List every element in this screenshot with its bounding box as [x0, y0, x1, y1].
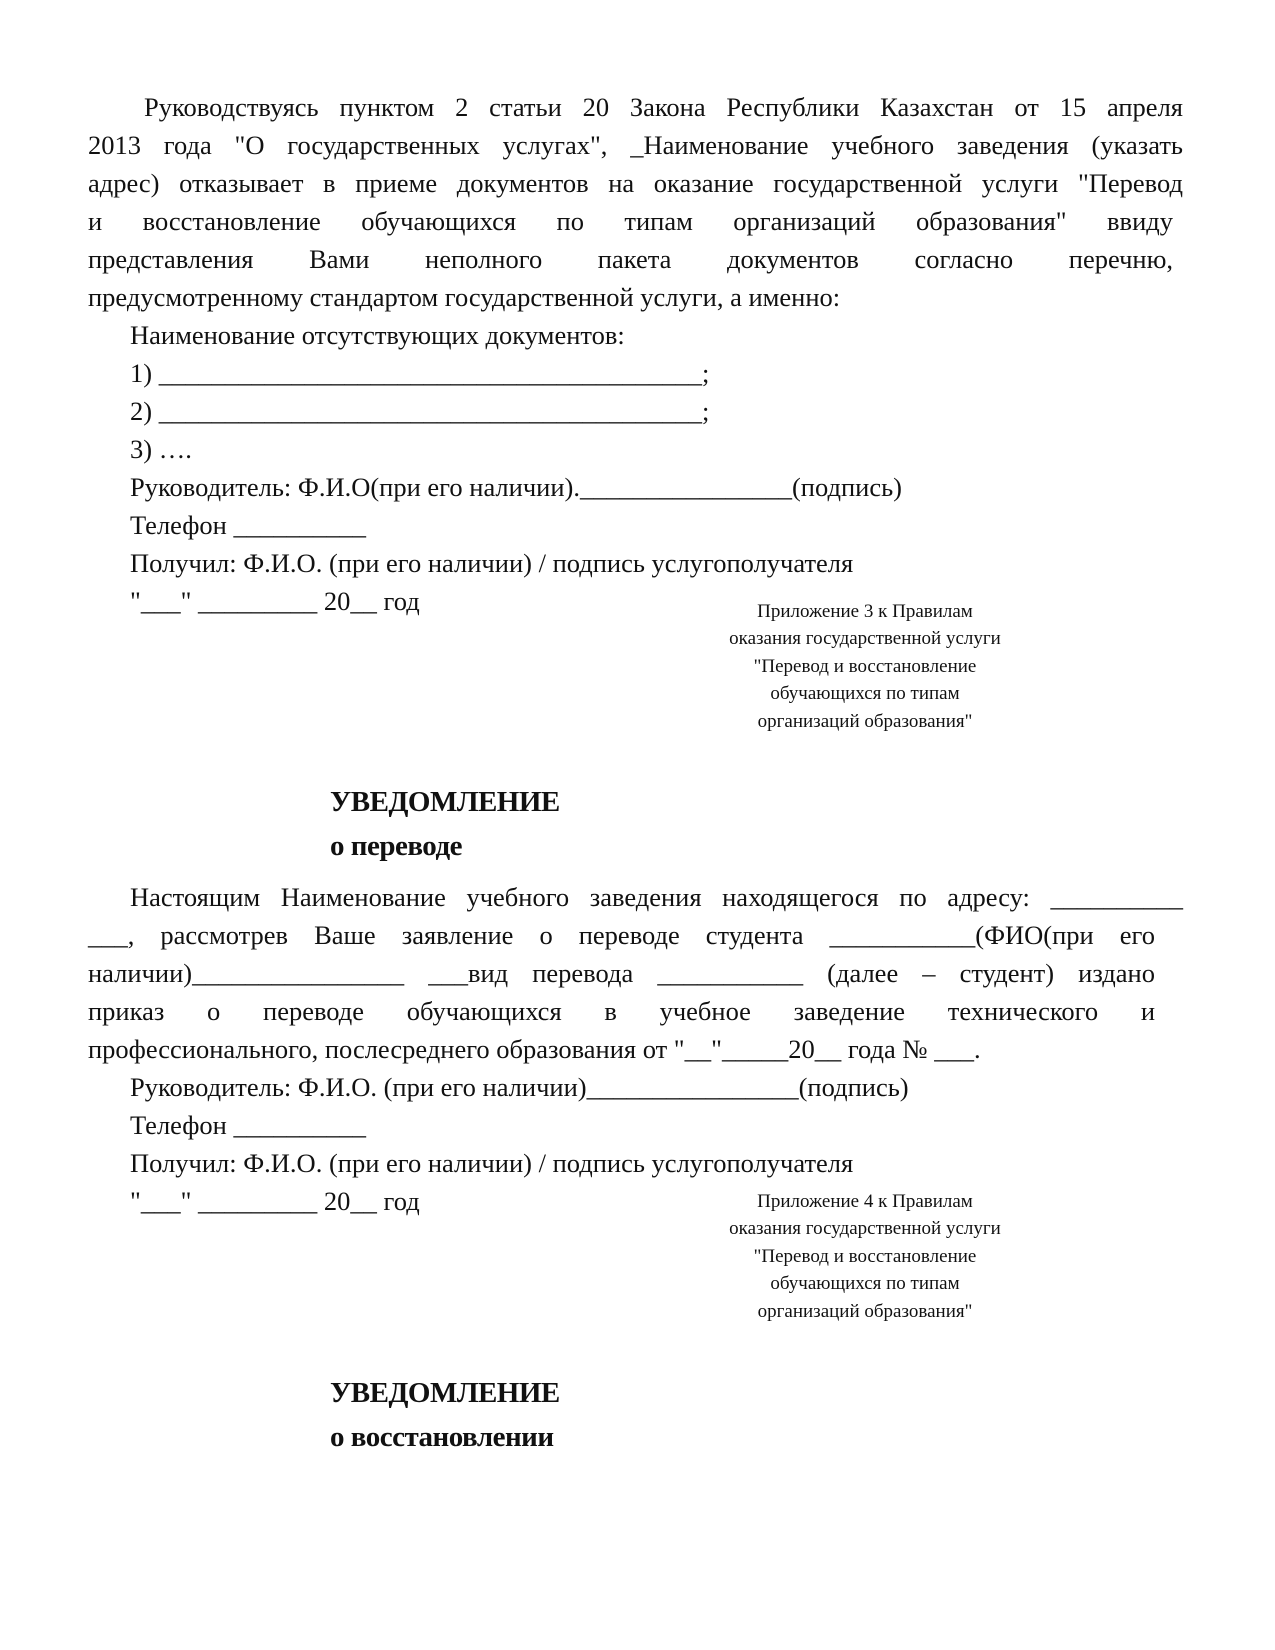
refusal-paragraph-line: Руководствуясь пунктом 2 статьи 20 Закона Республики Казахстан от 15 апреля	[144, 92, 1183, 122]
annex-3-caption	[690, 598, 1040, 735]
annex-4-caption	[690, 1188, 1040, 1325]
transfer-paragraph-line: приказ о переводе обучающихся в учебное заведение технического и	[88, 996, 1155, 1026]
head-signature-line: Руководитель: Ф.И.О. (при его наличии)________________(подпись)	[130, 1072, 909, 1102]
notice-title: УВЕДОМЛЕНИЕ	[330, 786, 560, 818]
refusal-paragraph-line: 2013 года "О государственных услугах", _Наименование учебного заведения (указать	[88, 130, 1183, 160]
annex-line: организаций образования"	[757, 710, 973, 732]
missing-doc-item: 2) _________________________________________;	[130, 396, 710, 426]
missing-doc-item: 1) _________________________________________;	[130, 358, 710, 388]
received-line: Получил: Ф.И.О. (при его наличии) / подпись услугополучателя	[130, 548, 854, 578]
transfer-paragraph-line: профессионального, послесреднего образования от "__"_____20__ года № ___.	[88, 1034, 981, 1064]
received-line: Получил: Ф.И.О. (при его наличии) / подпись услугополучателя	[130, 1148, 854, 1178]
notice-subtitle: о восстановлении	[330, 1421, 554, 1453]
phone-line: Телефон __________	[130, 1110, 366, 1140]
notice-title: УВЕДОМЛЕНИЕ	[330, 1377, 560, 1409]
restore-notice-heading	[330, 1371, 560, 1459]
annex-line: оказания государственной услуги	[729, 628, 1001, 650]
transfer-paragraph-line: Настоящим Наименование учебного заведения находящегося по адресу: __________	[130, 882, 1183, 912]
date-line: "___" _________ 20__ год	[130, 586, 420, 616]
annex-line: "Перевод и восстановление	[753, 1245, 977, 1267]
transfer-paragraph-line: ___, рассмотрев Ваше заявление о переводе студента ___________(ФИО(при его	[88, 920, 1155, 950]
missing-doc-item: 3) ….	[130, 434, 192, 464]
transfer-notice-body	[88, 878, 1183, 1220]
refusal-paragraph-line: предусмотренному стандартом государственной услуги, а именно:	[88, 282, 841, 312]
refusal-paragraph-line: представления Вами неполного пакета документов согласно перечню,	[88, 244, 1173, 274]
transfer-notice-heading	[330, 780, 560, 868]
annex-line: Приложение 4 к Правилам	[757, 1191, 973, 1212]
head-signature-line: Руководитель: Ф.И.О(при его наличии).________________(подпись)	[130, 472, 902, 502]
date-line: "___" _________ 20__ год	[130, 1186, 420, 1216]
transfer-paragraph-line: наличии)________________ ___вид перевода ___________ (далее – студент) издано	[88, 958, 1155, 988]
refusal-paragraph-line: адрес) отказывает в приеме документов на оказание государственной услуги "Перевод	[88, 168, 1183, 198]
phone-line: Телефон __________	[130, 510, 366, 540]
refusal-paragraph-line: и восстановление обучающихся по типам организаций образования" ввиду	[88, 206, 1173, 236]
annex-line: обучающихся по типам	[770, 683, 960, 705]
annex-line: Приложение 3 к Правилам	[757, 601, 973, 622]
notice-subtitle: о переводе	[330, 830, 462, 862]
missing-docs-label: Наименование отсутствующих документов:	[130, 320, 625, 350]
annex-line: обучающихся по типам	[770, 1273, 960, 1295]
refusal-section	[88, 88, 1183, 620]
annex-line: оказания государственной услуги	[729, 1218, 1001, 1240]
annex-line: организаций образования"	[757, 1300, 973, 1322]
annex-line: "Перевод и восстановление	[753, 655, 977, 677]
